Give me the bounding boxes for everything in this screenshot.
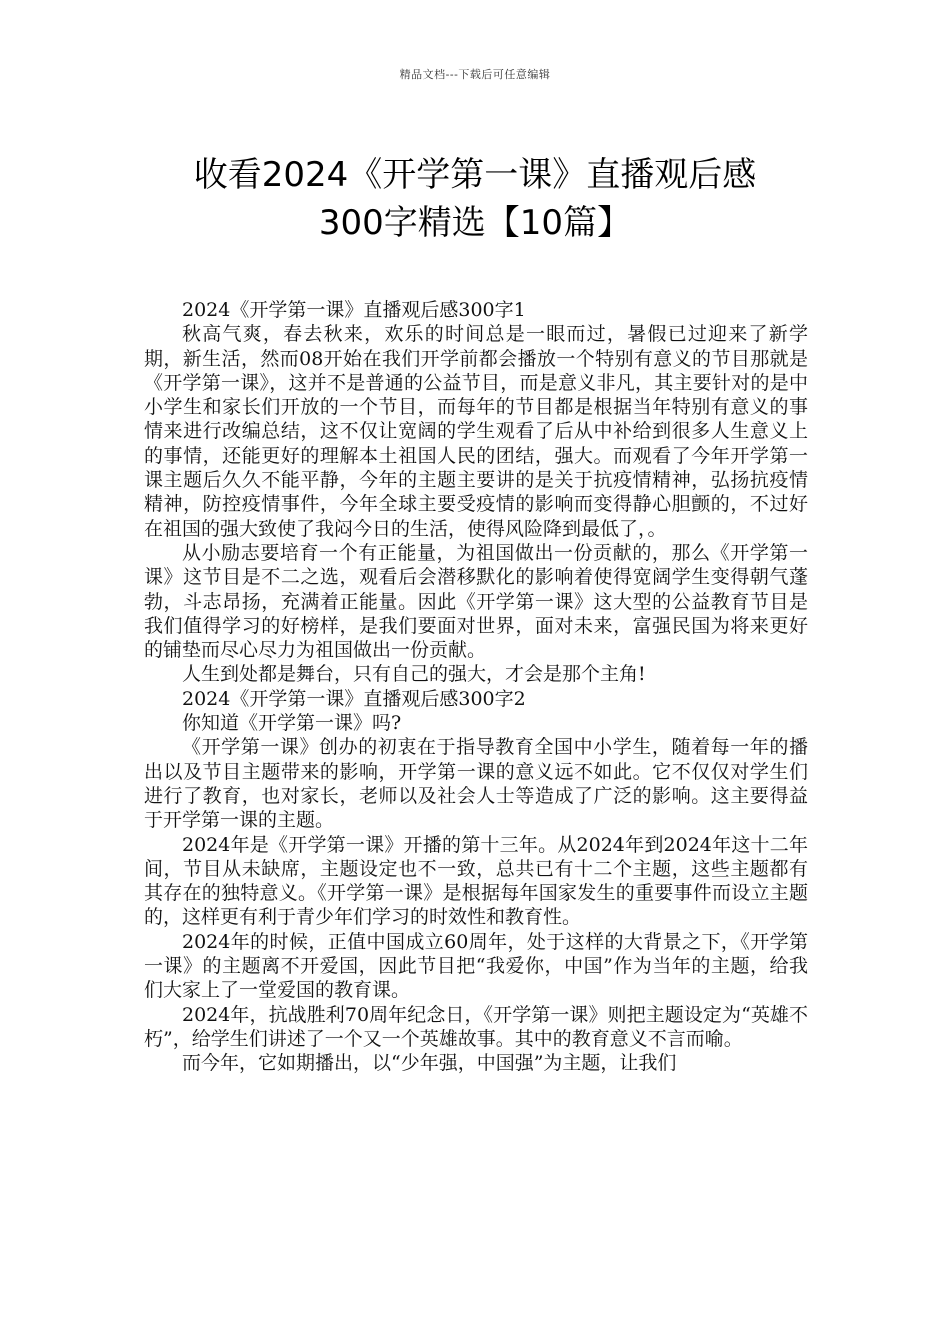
paragraph: 2024年，抗战胜利70周年纪念日，《开学第一课》则把主题设定为“英雄不朽”，给学生们讲述了一个又一个英雄故事。其中的教育意义不言而喻。 [144, 1003, 808, 1050]
document-body [144, 298, 808, 1076]
paragraph: 2024年的时候，正值中国成立60周年，处于这样的大背景之下，《开学第一课》的主题离不开爱国，因此节目把“我爱你，中国”作为当年的主题，给我们大家上了一堂爱国的教育课。 [144, 930, 808, 1002]
paragraph: 人生到处都是舞台，只有自己的强大，才会是那个主角! [182, 663, 646, 686]
paragraph: 从小励志要培育一个有正能量，为祖国做出一份贡献的，那么《开学第一课》这节目是不二之选，观看后会潜移默化的影响着使得宽阔学生变得朝气蓬勃，斗志昂扬，充满着正能量。因此《开学第一课》这大型的公益教育节目是我们值得学习的好榜样，是我们要面对世界，面对未来，富强民国为将来更好的铺垫而尽心尽力为祖国做出一份贡献。 [144, 541, 808, 662]
header-note: 精品文档---下载后可任意编辑 [399, 68, 551, 81]
title-line-1: 收看2024《开学第一课》直播观后感 [193, 154, 757, 195]
paragraph: 秋高气爽，春去秋来，欢乐的时间总是一眼而过，暑假已过迎来了新学期，新生活，然而08开始在我们开学前都会播放一个特别有意义的节目那就是《开学第一课》，这并不是普通的公益节目，而是意义非凡，其主要针对的是中小学生和家长们开放的一个节目，而每年的节目都是根据当年特别有意义的事情来进行改编总结，这不仅让宽阔的学生观看了后从中补给到很多人生意义上的事情，还能更好的理解本土祖国人民的团结，强大。而观看了今年开学第一课主题后久久不能平静，今年的主题主要讲的是关于抗疫情精神，弘扬抗疫情精神，防控疫情事件，今年全球主要受疫情的影响而变得静心胆颤的，不过好在祖国的强大致使了我闷今日的生活，使得风险降到最低了，。 [144, 323, 808, 540]
document-title [0, 151, 950, 247]
title-line-2: 300字精选【10篇】 [318, 202, 632, 243]
paragraph: 而今年，它如期播出，以“少年强，中国强”为主题，让我们 [182, 1052, 677, 1075]
section-heading-1: 2024《开学第一课》直播观后感300字1 [182, 299, 526, 321]
paragraph: 2024年是《开学第一课》开播的第十三年。从2024年到2024年这十二年间，节目从未缺席，主题设定也不一致，总共已有十二个主题，这些主题都有其存在的独特意义。《开学第一课》是根据每年国家发生的重要事件而设立主题的，这样更有利于青少年们学习的时效性和教育性。 [144, 833, 808, 929]
section-heading-2: 2024《开学第一课》直播观后感300字2 [182, 687, 526, 710]
paragraph: 你知道《开学第一课》吗? [182, 712, 402, 735]
paragraph: 《开学第一课》创办的初衷在于指导教育全国中小学生，随着每一年的播出以及节目主题带来的影响，开学第一课的意义远不如此。它不仅仅对学生们进行了教育，也对家长，老师以及社会人士等造成了广泛的影响。这主要得益于开学第一课的主题。 [144, 736, 808, 832]
